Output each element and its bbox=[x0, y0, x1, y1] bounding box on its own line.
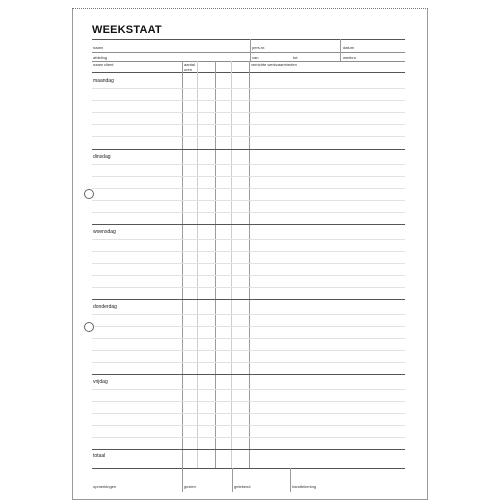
header-top-rule bbox=[92, 39, 405, 40]
header-row1-rule bbox=[92, 52, 405, 53]
row-line bbox=[92, 287, 405, 288]
row-line bbox=[92, 164, 405, 165]
aantal-uren-label: aantal uren bbox=[184, 62, 195, 72]
day-label-maandag: maandag bbox=[93, 78, 114, 84]
row-line bbox=[92, 263, 405, 264]
day-divider bbox=[92, 149, 405, 150]
grid-col-client bbox=[182, 61, 183, 468]
grid-col-uren-a bbox=[197, 61, 198, 468]
gezien-label: gezien bbox=[184, 484, 196, 489]
day-label-vrijdag: vrijdag bbox=[93, 379, 108, 385]
day-divider bbox=[92, 299, 405, 300]
totaal-rule bbox=[92, 468, 405, 469]
footer-sep-3 bbox=[290, 468, 291, 492]
van-label: van bbox=[252, 55, 259, 60]
getekend-label: getekend bbox=[234, 484, 251, 489]
row-line bbox=[92, 437, 405, 438]
naam-klant-label: naam client bbox=[93, 62, 114, 67]
row-line bbox=[92, 124, 405, 125]
row-line bbox=[92, 314, 405, 315]
row-line bbox=[92, 362, 405, 363]
row-line bbox=[92, 251, 405, 252]
day-label-woensdag: woensdag bbox=[93, 229, 116, 235]
row-line bbox=[92, 112, 405, 113]
tot-label: tot bbox=[293, 55, 298, 60]
punch-hole-top bbox=[84, 189, 94, 199]
row-line bbox=[92, 389, 405, 390]
day-divider bbox=[92, 224, 405, 225]
row-line bbox=[92, 326, 405, 327]
row-line bbox=[92, 401, 405, 402]
row-line bbox=[92, 176, 405, 177]
day-divider bbox=[92, 374, 405, 375]
form-title: WEEKSTAAT bbox=[92, 24, 162, 36]
row-line bbox=[92, 100, 405, 101]
naam-label: naam bbox=[93, 45, 104, 50]
perforation-line bbox=[72, 8, 428, 9]
footer-sep-1 bbox=[182, 468, 183, 492]
row-line bbox=[92, 188, 405, 189]
weeknr-label: weeknr. bbox=[343, 55, 357, 60]
day-label-donderdag: donderdag bbox=[93, 304, 117, 310]
pers-nr-label: pers.nr. bbox=[252, 45, 266, 50]
grid-col-uren-b bbox=[215, 61, 216, 468]
row-line bbox=[92, 350, 405, 351]
werkzaamheden-label: verrichte werkzaamheden bbox=[251, 62, 297, 67]
form-sheet bbox=[72, 8, 428, 500]
row-line bbox=[92, 212, 405, 213]
totaal-label: totaal bbox=[93, 453, 106, 459]
row-line bbox=[92, 200, 405, 201]
row-line bbox=[92, 413, 405, 414]
punch-hole-bottom bbox=[84, 322, 94, 332]
afdeling-label: afdeling bbox=[93, 55, 108, 60]
row-line bbox=[92, 425, 405, 426]
day-label-dinsdag: dinsdag bbox=[93, 154, 111, 160]
handtekening-label: handtekening bbox=[292, 484, 317, 489]
day-divider bbox=[92, 449, 405, 450]
row-line bbox=[92, 275, 405, 276]
grid-col-werk bbox=[249, 61, 250, 468]
datum-label: datum bbox=[343, 45, 355, 50]
header-sep-1 bbox=[250, 39, 251, 61]
opmerkingen-label: opmerkingen bbox=[93, 484, 117, 489]
row-line bbox=[92, 136, 405, 137]
grid-col-uren-c bbox=[231, 61, 232, 468]
row-line bbox=[92, 239, 405, 240]
row-line bbox=[92, 88, 405, 89]
footer-sep-2 bbox=[232, 468, 233, 492]
header-sep-2 bbox=[340, 39, 341, 61]
row-line bbox=[92, 338, 405, 339]
